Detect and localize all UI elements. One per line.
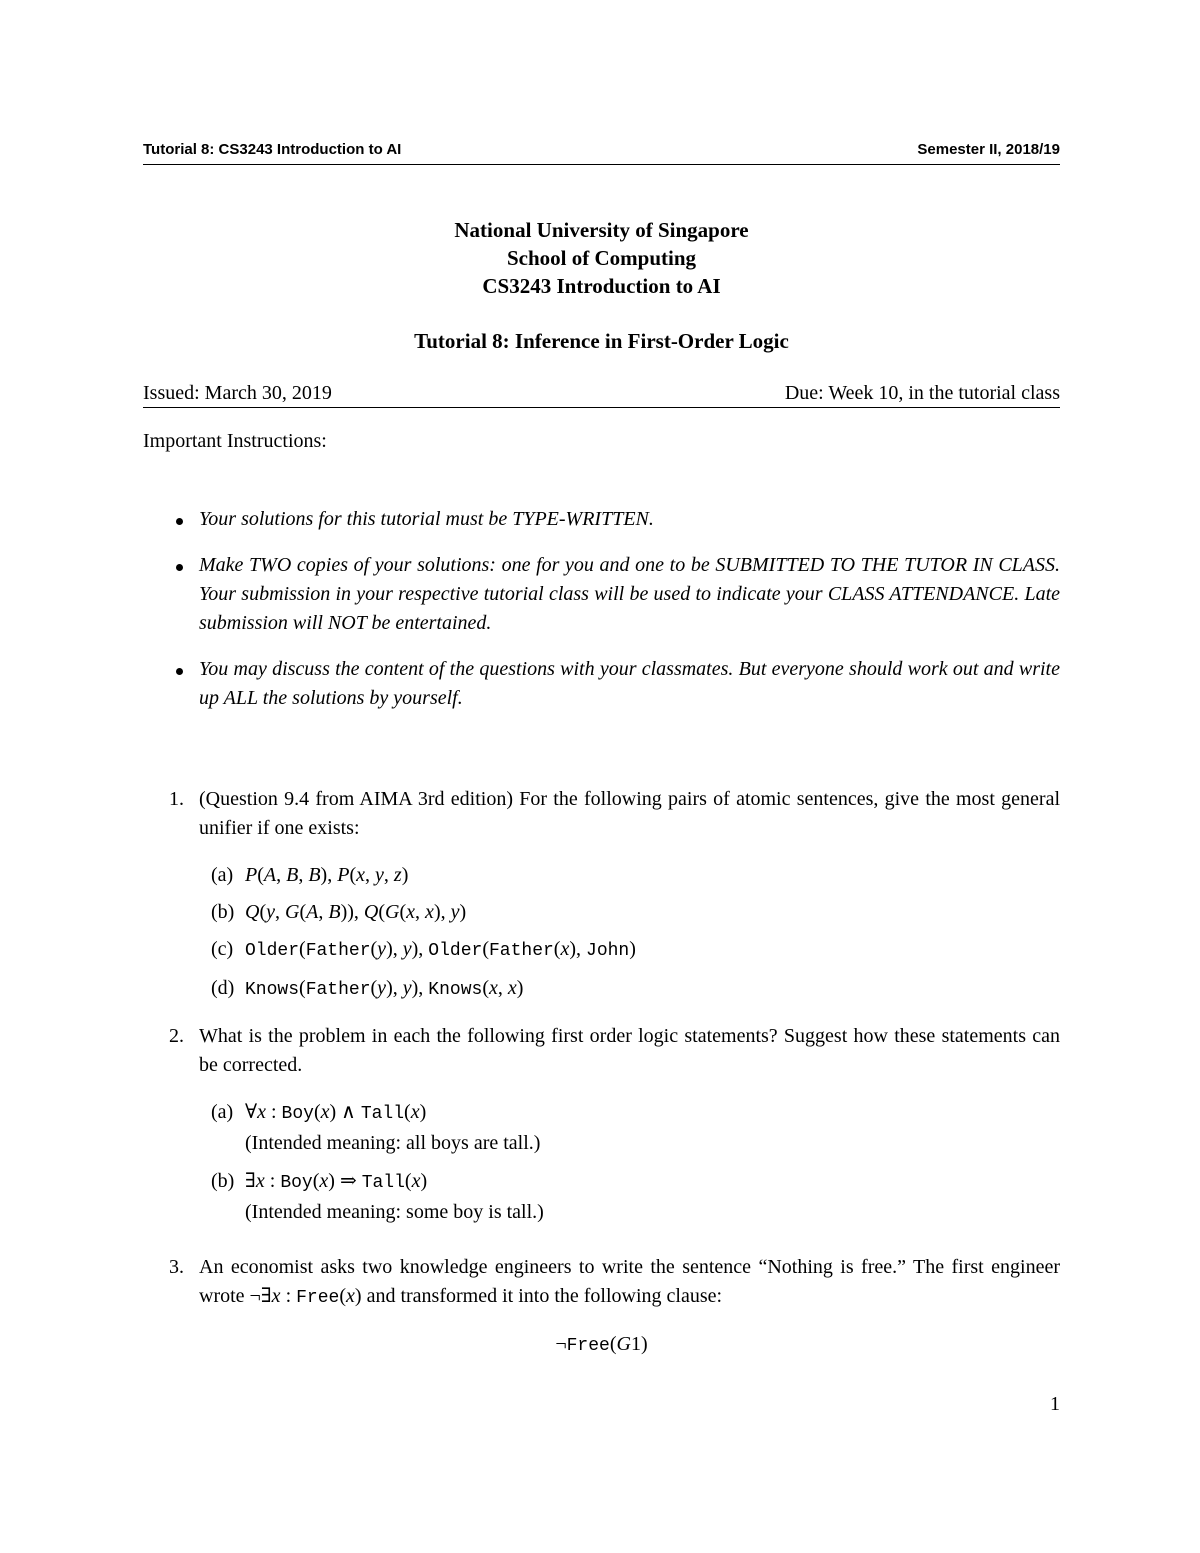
instruction-item [143, 505, 1060, 534]
q1-item-d [211, 974, 1060, 1005]
issued-due-row [143, 382, 1060, 408]
question-2 [143, 1022, 1060, 1227]
question-text: What is the problem in each the following first order logic statements? Suggest how these statements can be corrected. [199, 1025, 1060, 1076]
item-expression: P(A, B, B), P(x, y, z) [245, 864, 409, 886]
tutorial-title: Tutorial 8: Inference in First-Order Logic [414, 329, 789, 353]
question-1 [143, 785, 1060, 1005]
question-number: 3. [169, 1256, 184, 1278]
item-label: (c) [211, 938, 234, 960]
item-label: (b) [211, 1170, 235, 1192]
q3-text-part-2: and transformed it into the following clause: [366, 1285, 723, 1307]
item-expression: Knows(Father(y), y), Knows(x, x) [245, 977, 524, 1000]
bullet-dot [176, 564, 183, 571]
header-right: Semester II, 2018/19 [917, 141, 1060, 158]
title-course: CS3243 Introduction to AI [482, 274, 721, 298]
item-meaning: (Intended meaning: all boys are tall.) [245, 1132, 541, 1154]
q1-item-b [211, 898, 1060, 927]
item-label: (a) [211, 1101, 234, 1123]
title-block [143, 216, 1060, 300]
bullet-dot [176, 668, 183, 675]
running-header [143, 141, 1060, 165]
question-number: 1. [169, 788, 184, 810]
header-left: Tutorial 8: CS3243 Introduction to AI [143, 141, 402, 158]
item-label: (b) [211, 901, 235, 923]
title-school: School of Computing [506, 246, 697, 270]
instructions-list [143, 505, 1060, 730]
title-university: National University of Singapore [454, 218, 749, 242]
instruction-text: Make TWO copies of your solutions: one for you and one to be SUBMITTED TO THE TUTOR IN CLASS. Your submission in your respective tutorial class will be used to indicate your CLASS ATTENDANCE. Late submission will NOT be entertained. [199, 554, 1060, 634]
item-expression: Q(y, G(A, B)), Q(G(x, x), y) [245, 901, 467, 923]
instruction-item [143, 551, 1060, 638]
q2-item-a [211, 1098, 1060, 1158]
item-expression: ∀x : Boy(x) ∧ Tall(x) [245, 1101, 427, 1124]
item-expression: Older(Father(y), y), Older(Father(x), John) [245, 938, 636, 961]
item-expression: ∃x : Boy(x) ⇒ Tall(x) [245, 1170, 428, 1193]
q3-text-part-1: An economist asks two knowledge engineers to write the sentence “Nothing is free.” The first engineer wrote ¬∃ [199, 1256, 1060, 1307]
question-3 [143, 1253, 1060, 1313]
item-label: (d) [211, 977, 235, 999]
instructions-heading: Important Instructions: [143, 430, 327, 452]
clause-expression: ¬Free(G1) [555, 1333, 648, 1356]
page-number: 1 [1050, 1393, 1060, 1415]
item-label: (a) [211, 864, 234, 886]
issued-date: Issued: March 30, 2019 [143, 382, 332, 404]
question-number: 2. [169, 1025, 184, 1047]
instruction-text: Your solutions for this tutorial must be TYPE-WRITTEN. [199, 508, 654, 530]
instruction-item [143, 655, 1060, 713]
item-meaning: (Intended meaning: some boy is tall.) [245, 1201, 544, 1223]
instruction-text: You may discuss the content of the questions with your classmates. But everyone should work out and write up ALL the solutions by yourself. [199, 658, 1060, 709]
q2-item-b [211, 1167, 1060, 1227]
q1-item-c [211, 935, 1060, 966]
question-text: An economist asks two knowledge engineers to write the sentence “Nothing is free.” The first engineer wrote ¬∃x : Free(x) and transformed it into the following clause: [199, 1256, 1060, 1308]
question-text: (Question 9.4 from AIMA 3rd edition) For the following pairs of atomic sentences, give the most general unifier if one exists: [199, 788, 1060, 839]
bullet-dot [176, 518, 183, 525]
due-date: Due: Week 10, in the tutorial class [784, 382, 1060, 404]
q1-item-a [211, 861, 1060, 890]
